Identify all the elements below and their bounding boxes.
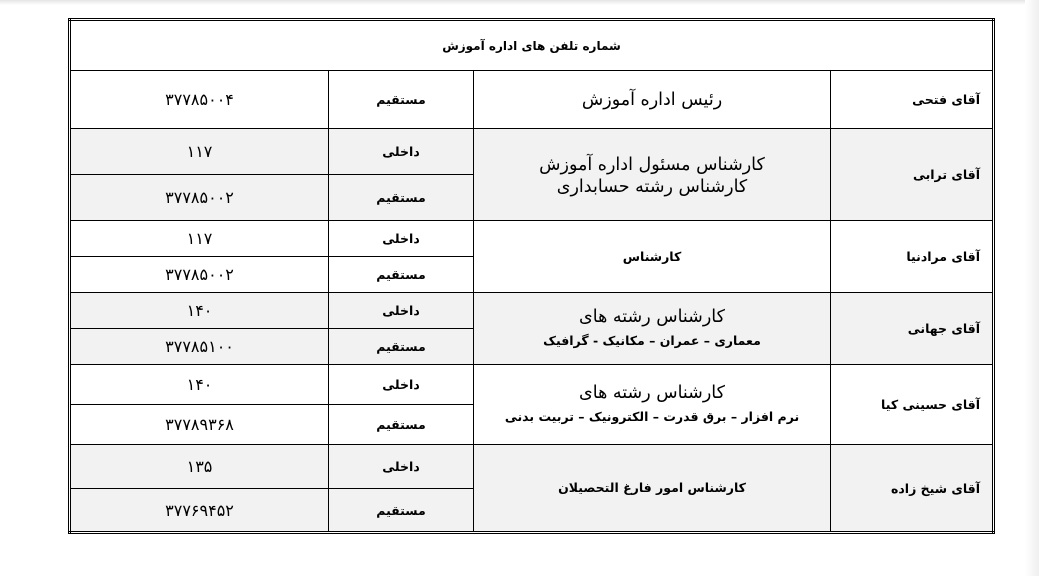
role-line: کارشناس رشته حسابداری bbox=[556, 176, 748, 197]
phone-number: ۳۷۷۸۵۰۰۲ bbox=[70, 175, 329, 221]
staff-name: آقای مرادنیا bbox=[831, 221, 994, 293]
role-line: کارشناس رشته های bbox=[579, 306, 725, 327]
staff-role bbox=[474, 129, 831, 221]
phone-number: ۱۴۰ bbox=[70, 293, 329, 329]
phone-type: داخلی bbox=[329, 365, 474, 405]
viewer-top-edge bbox=[0, 0, 1039, 5]
staff-name: آقای ترابی bbox=[831, 129, 994, 221]
phone-type: مستقیم bbox=[329, 175, 474, 221]
staff-role bbox=[474, 71, 831, 129]
role-line: کارشناس مسئول اداره آموزش bbox=[539, 154, 765, 175]
phone-number: ۳۷۷۸۵۰۰۲ bbox=[70, 257, 329, 293]
role-line: معماری – عمران – مکانیک - گرافیک bbox=[543, 332, 761, 348]
phone-type: مستقیم bbox=[329, 71, 474, 129]
role-line: کارشناس امور فارغ التحصیلان bbox=[558, 480, 746, 495]
phone-directory-table bbox=[68, 18, 995, 534]
table-row bbox=[70, 71, 994, 129]
table-row bbox=[70, 129, 994, 175]
staff-role bbox=[474, 445, 831, 533]
role-line: رئیس اداره آموزش bbox=[581, 89, 723, 110]
staff-name: آقای حسینی کیا bbox=[831, 365, 994, 445]
table-title: شماره تلفن های اداره آموزش bbox=[70, 20, 994, 71]
staff-name: آقای شیخ زاده bbox=[831, 445, 994, 533]
phone-number: ۳۷۷۸۵۰۰۴ bbox=[70, 71, 329, 129]
phone-type: داخلی bbox=[329, 221, 474, 257]
phone-number: ۳۷۷۶۹۴۵۲ bbox=[70, 489, 329, 533]
phone-number: ۳۷۷۸۵۱۰۰ bbox=[70, 329, 329, 365]
phone-number: ۱۱۷ bbox=[70, 129, 329, 175]
phone-type: مستقیم bbox=[329, 405, 474, 445]
role-line: کارشناس bbox=[622, 248, 682, 264]
phone-type: مستقیم bbox=[329, 329, 474, 365]
phone-type: داخلی bbox=[329, 129, 474, 175]
table-row bbox=[70, 293, 994, 329]
phone-number: ۱۴۰ bbox=[70, 365, 329, 405]
phone-number: ۱۱۷ bbox=[70, 221, 329, 257]
phone-type: داخلی bbox=[329, 293, 474, 329]
table-row bbox=[70, 445, 994, 489]
viewer-scrollbar-track[interactable] bbox=[1025, 0, 1039, 576]
staff-role bbox=[474, 293, 831, 365]
phone-type: مستقیم bbox=[329, 257, 474, 293]
table-row bbox=[70, 365, 994, 405]
staff-name: آقای جهانی bbox=[831, 293, 994, 365]
table-row bbox=[70, 221, 994, 257]
phone-type: مستقیم bbox=[329, 489, 474, 533]
phone-type: داخلی bbox=[329, 445, 474, 489]
role-line: کارشناس رشته های bbox=[579, 382, 725, 403]
staff-role bbox=[474, 221, 831, 293]
staff-name: آقای فتحی bbox=[831, 71, 994, 129]
staff-role bbox=[474, 365, 831, 445]
title-row bbox=[70, 20, 994, 71]
phone-number: ۳۷۷۸۹۳۶۸ bbox=[70, 405, 329, 445]
phone-number: ۱۳۵ bbox=[70, 445, 329, 489]
role-line: نرم افزار – برق قدرت – الکترونیک – تربیت بدنی bbox=[504, 408, 800, 424]
